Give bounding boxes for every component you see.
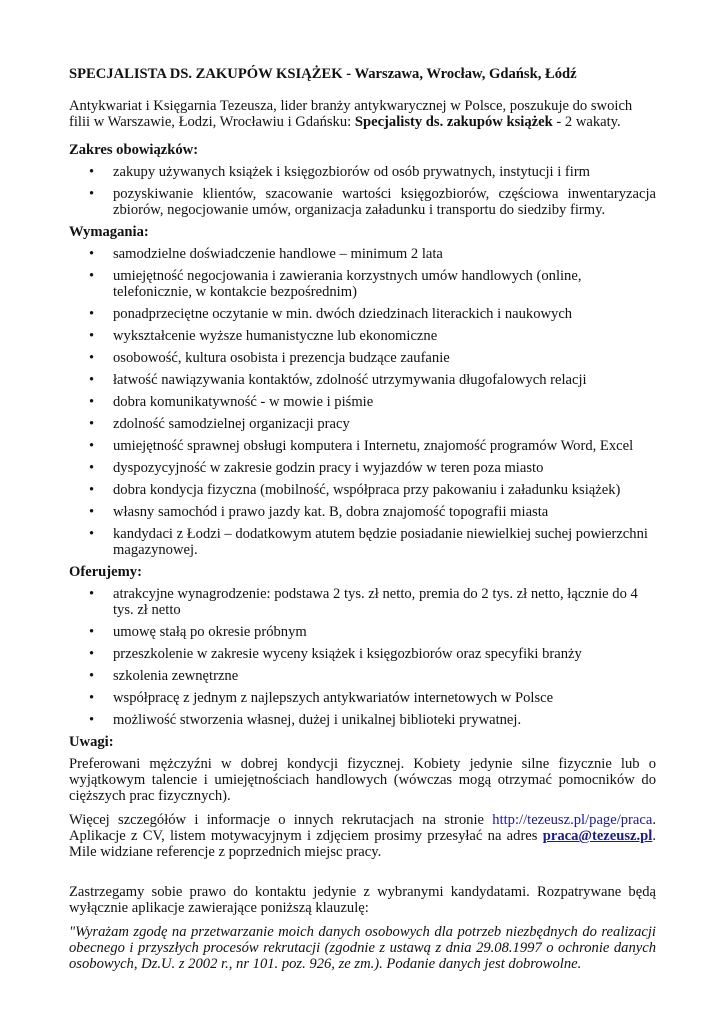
intro-position-bold: Specjalisty ds. zakupów książek <box>354 114 553 130</box>
intro-text-after: - 2 wakaty. <box>552 114 621 130</box>
job-title: SPECJALISTA DS. ZAKUPÓW KSIĄŻEK - Warszawa, Wrocław, Gdańsk, Łódź <box>69 66 577 82</box>
notes-paragraph-contact: Więcej szczegółów i informacje o innych rekrutacjach na stronie http://tezeusz.pl/page/praca. Aplikacje z CV, listem motywacyjnym i zdjęciem prosimy przesyłać na adres praca@tezeusz.pl. Mile widziane referencje z poprzednich miejsc pracy. <box>69 812 656 860</box>
list-item: • kandydaci z Łodzi – dodatkowym atutem będzie posiadanie niewielkiej suchej powierzchni magazynowej. <box>89 526 648 558</box>
careers-page-link[interactable]: http://tezeusz.pl/page/praca <box>492 812 653 828</box>
offer-heading: Oferujemy: <box>69 564 142 580</box>
list-item: • pozyskiwanie klientów, szacowanie wartości księgozbiorów, częściowa inwentaryzacja zbiorów, negocjowanie umów, organizacja załadunku i transportu do siedziby firmy. <box>89 186 656 218</box>
bullet-icon: • <box>89 624 95 640</box>
list-item: • umiejętność negocjowania i zawierania korzystnych umów handlowych (online, telefonicznie, w kontakcie bezpośrednim) <box>89 268 582 300</box>
list-item: • samodzielne doświadczenie handlowe – minimum 2 lata <box>89 246 443 262</box>
bullet-icon: • <box>89 186 95 202</box>
duties-list <box>69 164 656 218</box>
bullet-icon: • <box>89 394 95 410</box>
list-item: • osobowość, kultura osobista i prezencja budzące zaufanie <box>89 350 450 366</box>
list-item: • łatwość nawiązywania kontaktów, zdolność utrzymywania długofalowych relacji <box>89 372 587 388</box>
offer-list <box>69 586 656 728</box>
bullet-icon: • <box>89 482 95 498</box>
list-item: • możliwość stworzenia własnej, dużej i unikalnej biblioteki prywatnej. <box>89 712 522 728</box>
bullet-icon: • <box>89 504 95 520</box>
list-item: • przeszkolenie w zakresie wyceny książek i księgozbiorów oraz specyfiki branży <box>89 646 582 662</box>
bullet-icon: • <box>89 372 95 388</box>
list-item: • dyspozycyjność w zakresie godzin pracy i wyjazdów w teren poza miasto <box>89 460 544 476</box>
list-item: • zakupy używanych książek i księgozbiorów od osób prywatnych, instytucji i firm <box>89 164 591 180</box>
bullet-icon: • <box>89 164 95 180</box>
list-item: • dobra kondycja fizyczna (mobilność, współpraca przy pakowaniu i załadunku książek) <box>89 482 621 498</box>
intro-paragraph <box>69 98 656 130</box>
requirements-heading: Wymagania: <box>69 224 149 240</box>
bullet-icon: • <box>89 460 95 476</box>
bullet-icon: • <box>89 668 95 684</box>
spacer <box>69 868 656 884</box>
list-item: • szkolenia zewnętrzne <box>89 668 239 684</box>
bullet-icon: • <box>89 526 95 542</box>
list-item: • umiejętność sprawnej obsługi komputera i Internetu, znajomość programów Word, Excel <box>89 438 634 454</box>
bullet-icon: • <box>89 350 95 366</box>
bullet-icon: • <box>89 712 95 728</box>
document-page <box>69 66 656 972</box>
list-item: • własny samochód i prawo jazdy kat. B, dobra znajomość topografii miasta <box>89 504 549 520</box>
list-item: • dobra komunikatywność - w mowie i piśmie <box>89 394 374 410</box>
application-email-link[interactable]: praca@tezeusz.pl <box>542 828 653 844</box>
notes-heading: Uwagi: <box>69 734 114 750</box>
bullet-icon: • <box>89 416 95 432</box>
bullet-icon: • <box>89 646 95 662</box>
duties-heading: Zakres obowiązków: <box>69 142 199 158</box>
list-item: • wykształcenie wyższe humanistyczne lub ekonomiczne <box>89 328 438 344</box>
requirements-list <box>69 246 656 558</box>
bullet-icon: • <box>89 306 95 322</box>
intro-text-before: Antykwariat i Księgarnia Tezeusza, lider branży antykwarycznej w Polsce, poszukuje do swoich filii w Warszawie, Łodzi, Wrocławiu i Gdańsku: <box>69 98 633 130</box>
bullet-icon: • <box>89 246 95 262</box>
bullet-icon: • <box>89 268 95 284</box>
list-item: • umowę stałą po okresie próbnym <box>89 624 307 640</box>
closing-paragraph: Zastrzegamy sobie prawo do kontaktu jedynie z wybranymi kandydatami. Rozpatrywane będą wyłącznie aplikacje zawierające poniższą klauzulę: <box>69 884 656 916</box>
bullet-icon: • <box>89 586 95 602</box>
bullet-icon: • <box>89 328 95 344</box>
list-item: • atrakcyjne wynagrodzenie: podstawa 2 tys. zł netto, premia do 2 tys. zł netto, łącznie do 4 tys. zł netto <box>89 586 638 618</box>
bullet-icon: • <box>89 690 95 706</box>
list-item: • ponadprzeciętne oczytanie w min. dwóch dziedzinach literackich i naukowych <box>89 306 573 322</box>
consent-clause: "Wyrażam zgodę na przetwarzanie moich danych osobowych dla potrzeb niezbędnych do realizacji obecnego i przyszłych procesów rekrutacji (zgodnie z ustawą z dnia 29.08.1997 o ochronie danych osobowych, Dz.U. z 2002 r., nr 101. poz. 926, ze zm.). Podanie danych jest dobrowolne. <box>69 924 656 972</box>
bullet-icon: • <box>89 438 95 454</box>
list-item: • współpracę z jednym z najlepszych antykwariatów internetowych w Polsce <box>89 690 554 706</box>
list-item: • zdolność samodzielnej organizacji pracy <box>89 416 350 432</box>
notes-paragraph-preferences: Preferowani mężczyźni w dobrej kondycji fizycznej. Kobiety jedynie silne fizycznie lub o wyjątkowym talencie i umiejętnościach handlowych (wówczas mogą otrzymać pomocników do cięższych prac fizycznych). <box>69 756 656 804</box>
